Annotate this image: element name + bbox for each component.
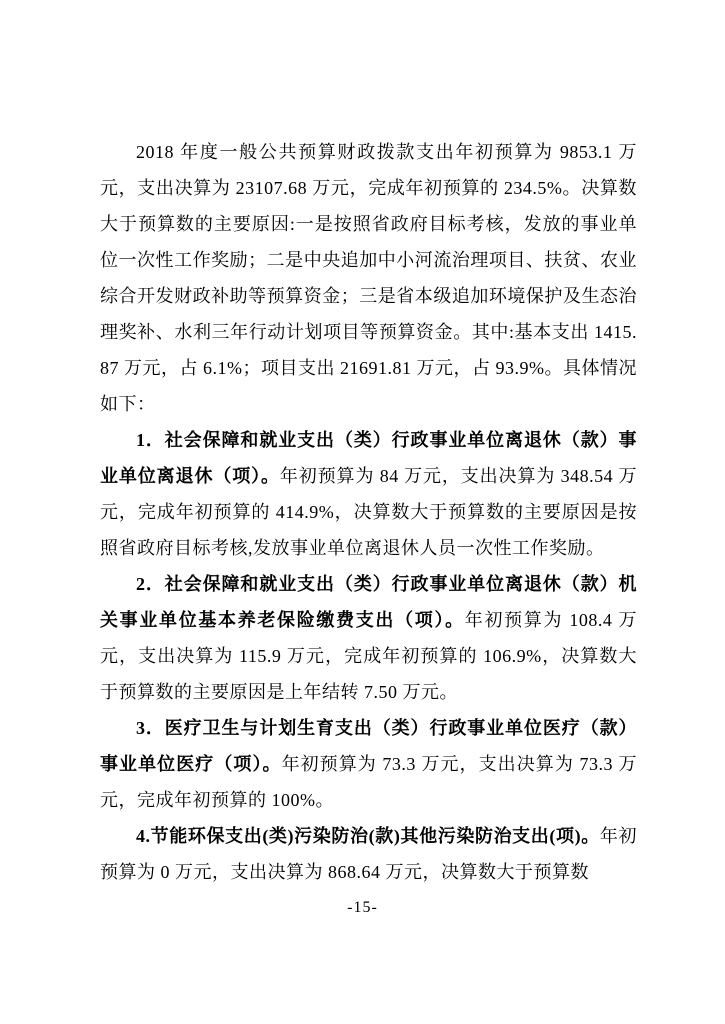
paragraph-lead: 2．社会保障和就业支出（类）行政事业单位离退休（款）机关事业单位基本养老保险缴费支出（项）。: [100, 574, 637, 630]
paragraph-text: 2018 年度一般公共预算财政拨款支出年初预算为 9853.1 万元，支出决算为 23107.68 万元，完成年初预算的 234.5%。决算数大于预算数的主要原因:一是按照省政府目标考核，发放的事业单位一次性工作奖励；二是中央追加中小河流治理项目、扶贫、农业综合开发财政补助等预算资金；三是省本级追加环境保护及生态治理奖补、水利三年行动计划项目等预算资金。其中:基本支出 1415.87 万元，占 6.1%；项目支出 21691.81 万元，占 93.9%。具体情况如下：: [100, 142, 637, 414]
paragraph-text: 年初预算为 0 万元，支出决算为 868.64 万元，决算数大于预算数: [100, 826, 638, 882]
paragraph-lead: 1．社会保障和就业支出（类）行政事业单位离退休（款）事业单位离退休（项）。: [100, 430, 637, 486]
paragraph-lead: 4.节能环保支出(类)污染防治(款)其他污染防治支出(项)。: [136, 826, 600, 846]
paragraph-text: 年初预算为 73.3 万元，支出决算为 73.3 万元，完成年初预算的 100%。: [100, 754, 638, 810]
paragraph-item-3: [100, 710, 637, 818]
paragraph-item-4: [100, 818, 637, 890]
paragraph-item-2: [100, 566, 637, 710]
paragraph-lead: 3．医疗卫生与计划生育支出（类）行政事业单位医疗（款）事业单位医疗（项）。: [100, 718, 637, 774]
paragraph-summary: [100, 134, 637, 422]
paragraph-text: 年初预算为 84 万元，支出决算为 348.54 万元，完成年初预算的 414.9%，决算数大于预算数的主要原因是按照省政府目标考核,发放事业单位离退休人员一次性工作奖励。: [100, 466, 638, 558]
paragraph-item-1: [100, 422, 637, 566]
page-number: -15-: [347, 899, 378, 916]
body-text: [100, 134, 637, 890]
paragraph-text: 年初预算为 108.4 万元，支出决算为 115.9 万元，完成年初预算的 106.9%，决算数大于预算数的主要原因是上年结转 7.50 万元。: [100, 610, 638, 702]
